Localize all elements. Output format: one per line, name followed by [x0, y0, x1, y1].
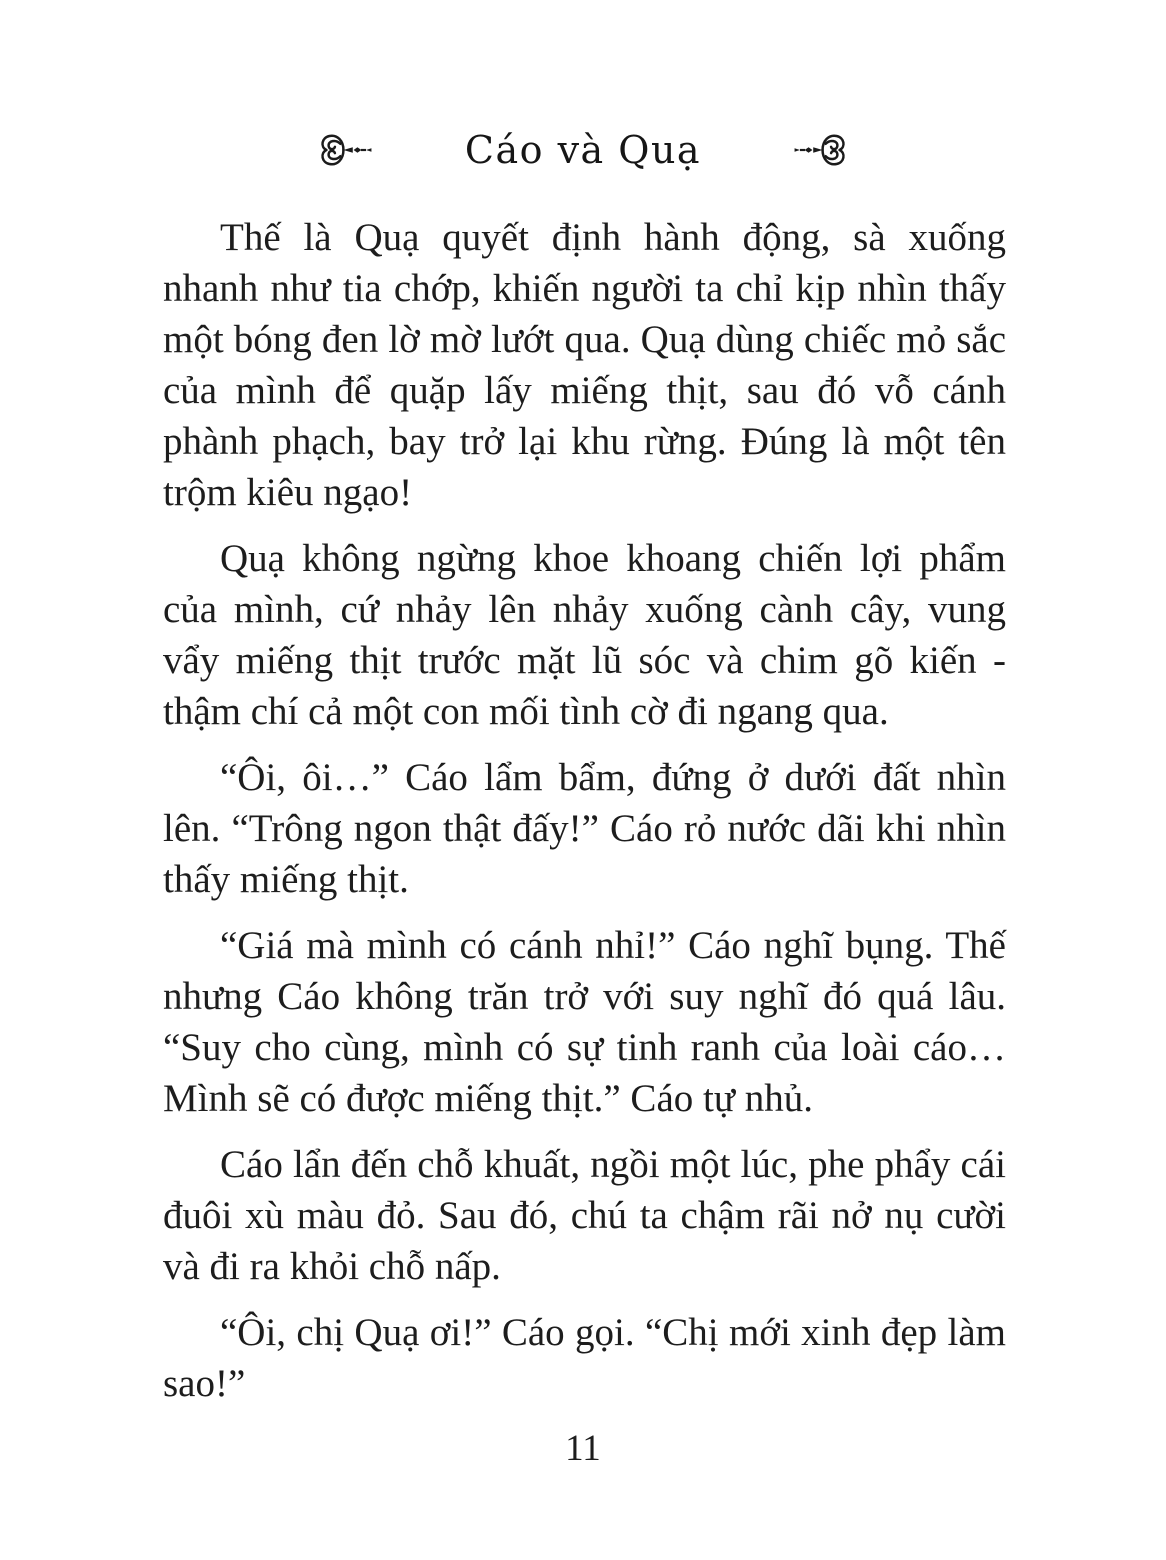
paragraph: “Ôi, chị Quạ ơi!” Cáo gọi. “Chị mới xinh đẹp làm sao!”: [163, 1311, 1006, 1405]
paragraph: “Ôi, ôi…” Cáo lẩm bẩm, đứng ở dưới đất nhìn lên. “Trông ngon thật đấy!” Cáo rỏ nước dãi khi nhìn thấy miếng thịt.: [163, 756, 1006, 901]
paragraph: Cáo lẩn đến chỗ khuất, ngồi một lúc, phe phẩy cái đuôi xù màu đỏ. Sau đó, chú ta chậm rãi nở nụ cười và đi ra khỏi chỗ nấp.: [163, 1143, 1006, 1288]
story-text: [163, 212, 1006, 1424]
chapter-title: Cáo và Quạ: [464, 128, 702, 172]
paragraph: “Giá mà mình có cánh nhỉ!” Cáo nghĩ bụng. Thế nhưng Cáo không trăn trở với suy nghĩ đó quá lâu. “Suy cho cùng, mình có sự tinh ranh của loài cáo… Mình sẽ có được miếng thịt.” Cáo tự nhủ.: [163, 924, 1006, 1120]
paragraph: Thế là Quạ quyết định hành động, sà xuống nhanh như tia chớp, khiến người ta chỉ kịp nhìn thấy một bóng đen lờ mờ lướt qua. Quạ dùng chiếc mỏ sắc của mình để quặp lấy miếng thịt, sau đó vỗ cánh phành phạch, bay trở lại khu rừng. Đúng là một tên trộm kiêu ngạo!: [163, 216, 1006, 514]
chapter-header: [0, 128, 1166, 172]
fleuron-left-icon: [317, 130, 373, 170]
fleuron-right-icon: [793, 130, 849, 170]
paragraph: Quạ không ngừng khoe khoang chiến lợi phẩm của mình, cứ nhảy lên nhảy xuống cành cây, vung vẩy miếng thịt trước mặt lũ sóc và chim gõ kiến - thậm chí cả một con mối tình cờ đi ngang qua.: [163, 537, 1006, 733]
page-number: 11: [565, 1428, 601, 1469]
